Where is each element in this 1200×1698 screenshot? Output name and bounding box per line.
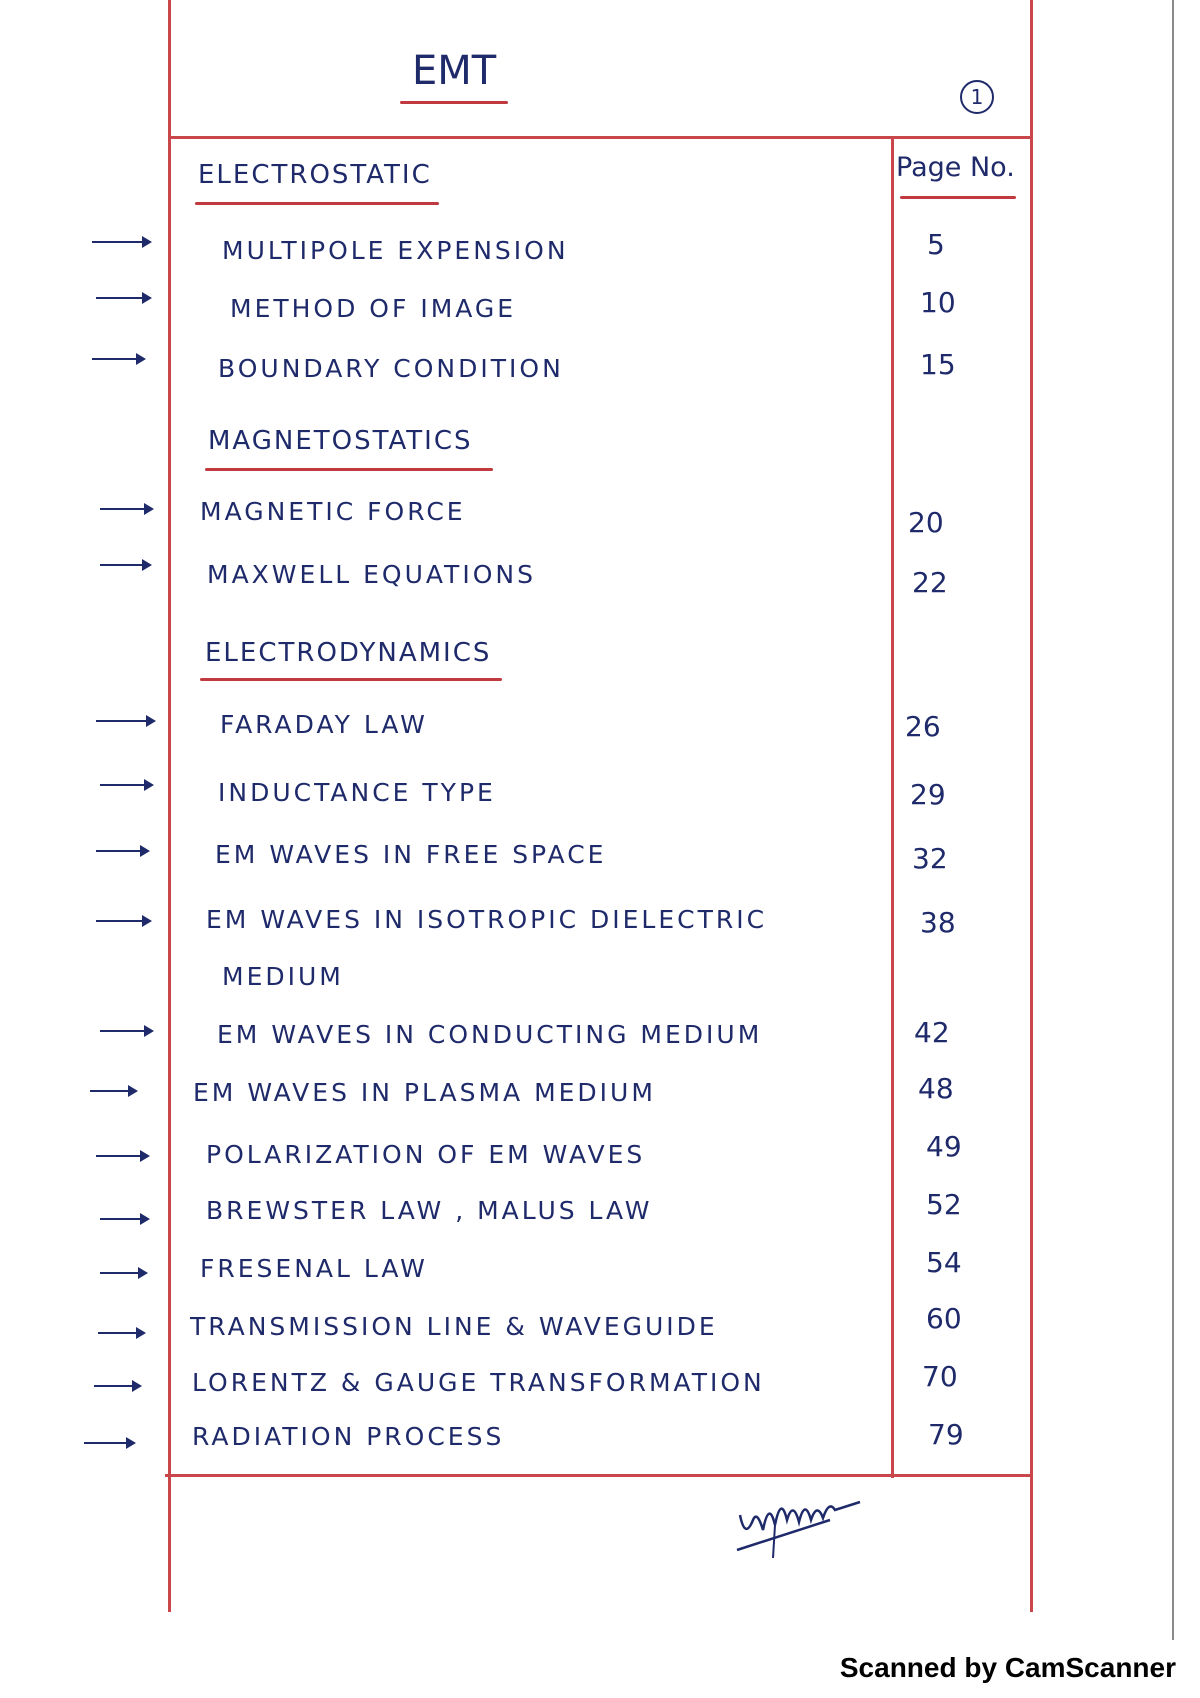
topic-brewster-malus-law: BREWSTER LAW , MALUS LAW [206, 1196, 653, 1225]
section-underline [195, 202, 439, 205]
page-ref: 10 [920, 286, 956, 319]
topic-method-of-image: METHOD OF IMAGE [230, 294, 517, 323]
arrow-icon [100, 1030, 152, 1032]
topic-maxwell-equations: MAXWELL EQUATIONS [207, 560, 536, 589]
page-ref: 5 [927, 228, 945, 261]
binding-edge-line [1172, 0, 1174, 1640]
header-rule [168, 136, 1033, 139]
topic-multipole-expension: MULTIPOLE EXPENSION [222, 236, 569, 265]
page-number-circle: 1 [960, 80, 994, 114]
page-ref: 22 [912, 566, 948, 599]
topic-em-waves-plasma-medium: EM WAVES IN PLASMA MEDIUM [193, 1078, 656, 1107]
topic-em-waves-isotropic-dielectric: EM WAVES IN ISOTROPIC DIELECTRIC [206, 905, 768, 934]
arrow-icon [96, 920, 150, 922]
page-ref: 60 [926, 1302, 962, 1335]
topic-boundary-condition: BOUNDARY CONDITION [218, 354, 564, 383]
section-heading-electrostatic: ELECTROSTATIC [198, 160, 432, 190]
page-ref: 52 [926, 1188, 962, 1221]
page-ref: 32 [912, 842, 948, 875]
page-ref: 20 [908, 506, 944, 539]
camscanner-watermark: Scanned by CamScanner [839, 1652, 1176, 1683]
page-ref: 79 [928, 1418, 964, 1451]
arrow-icon [98, 1332, 144, 1334]
arrow-icon [100, 1272, 146, 1274]
arrow-icon [84, 1442, 134, 1444]
arrow-icon [92, 358, 144, 360]
title-underline [400, 101, 508, 104]
topic-em-waves-free-space: EM WAVES IN FREE SPACE [215, 840, 607, 869]
topic-transmission-line-waveguide: TRANSMISSION LINE & WAVEGUIDE [190, 1312, 718, 1341]
topic-polarization-em-waves: POLARIZATION OF EM WAVES [206, 1140, 646, 1169]
page-ref: 26 [905, 710, 941, 743]
section-heading-magnetostatics: MAGNETOSTATICS [208, 426, 473, 456]
left-margin-line [168, 0, 171, 1612]
page-ref: 38 [920, 906, 956, 939]
arrow-icon [100, 1218, 148, 1220]
arrow-icon [96, 720, 154, 722]
topic-faraday-law: FARADAY LAW [220, 710, 428, 739]
arrow-icon [94, 1385, 140, 1387]
arrow-icon [96, 297, 150, 299]
page-ref: 49 [926, 1130, 962, 1163]
arrow-icon [96, 850, 148, 852]
section-underline [205, 468, 493, 471]
signature-scribble [735, 1480, 865, 1560]
section-heading-electrodynamics: ELECTRODYNAMICS [205, 638, 492, 668]
topic-magnetic-force: MAGNETIC FORCE [200, 497, 466, 526]
topic-em-waves-isotropic-dielectric-cont: MEDIUM [222, 962, 344, 991]
section-underline [200, 678, 502, 681]
page-no-column-header: Page No. [896, 152, 1015, 183]
arrow-icon [100, 508, 152, 510]
arrow-icon [96, 1155, 148, 1157]
page-ref: 70 [922, 1360, 958, 1393]
arrow-icon [90, 1090, 136, 1092]
page-no-underline [900, 196, 1016, 199]
right-margin-line [1030, 0, 1033, 1612]
page-column-divider [891, 138, 894, 1478]
bottom-rule [165, 1474, 1033, 1477]
arrow-icon [92, 241, 150, 243]
topic-fresenal-law: FRESENAL LAW [200, 1254, 428, 1283]
page-title: EMT [412, 48, 497, 94]
page-ref: 54 [926, 1246, 962, 1279]
arrow-icon [100, 784, 152, 786]
page-ref: 42 [914, 1016, 950, 1049]
page-ref: 48 [918, 1072, 954, 1105]
arrow-icon [100, 564, 150, 566]
topic-inductance-type: INDUCTANCE TYPE [218, 778, 496, 807]
topic-em-waves-conducting-medium: EM WAVES IN CONDUCTING MEDIUM [217, 1020, 763, 1049]
topic-radiation-process: RADIATION PROCESS [192, 1422, 505, 1451]
topic-lorentz-gauge-transformation: LORENTZ & GAUGE TRANSFORMATION [192, 1368, 765, 1397]
page-ref: 29 [910, 778, 946, 811]
page-ref: 15 [920, 348, 956, 381]
